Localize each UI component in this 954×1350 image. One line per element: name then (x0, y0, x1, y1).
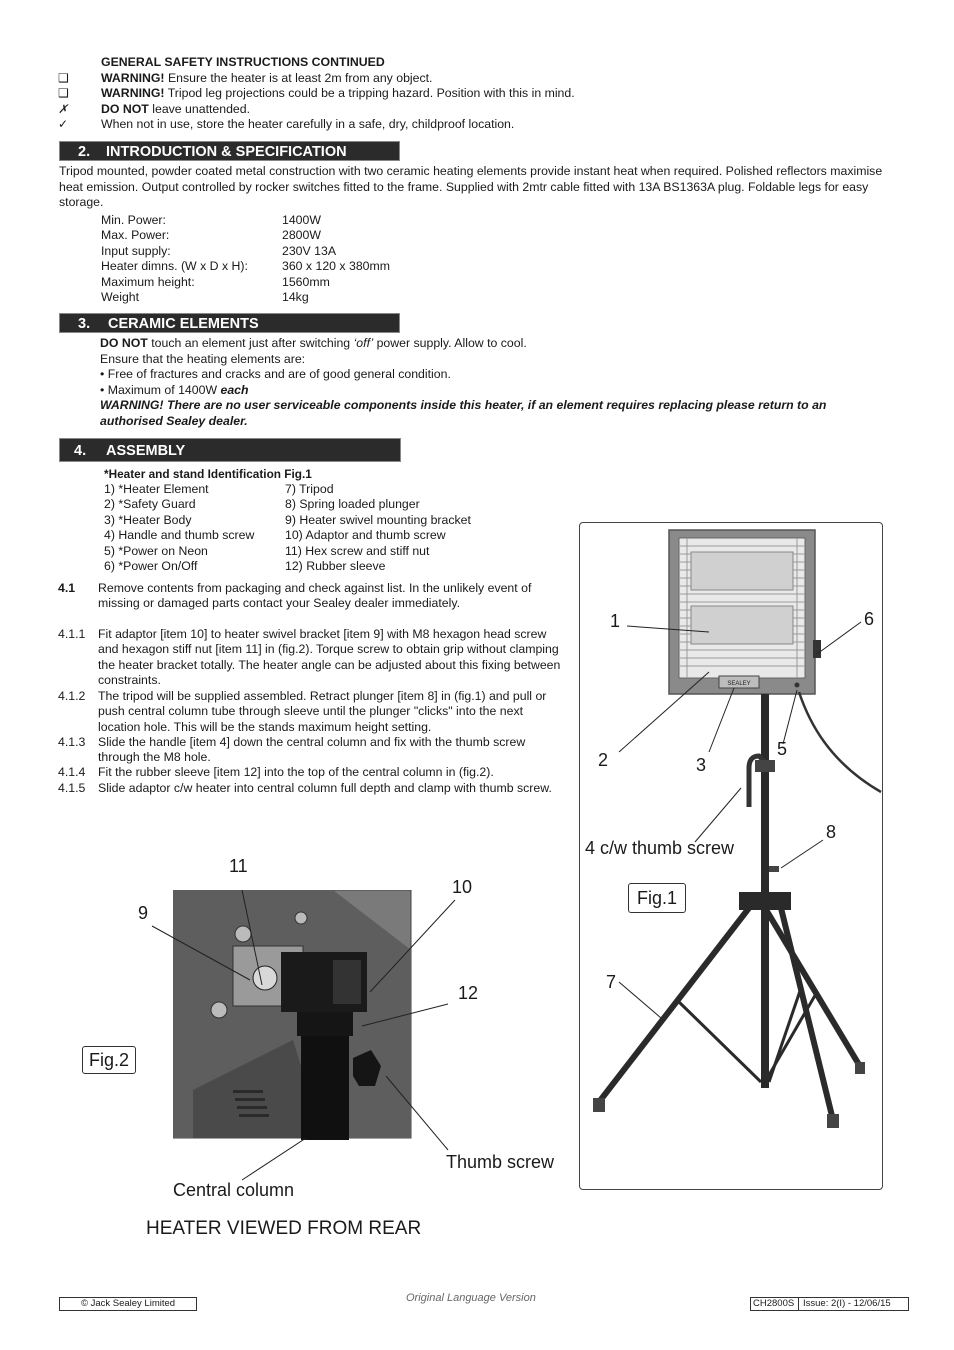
ceramic-line: • Free of fractures and cracks and are of good general condition. (100, 367, 451, 381)
part-item: 7) Tripod (285, 482, 334, 496)
leg-foot (855, 1062, 865, 1074)
brand-text: SEALEY (727, 681, 751, 687)
footer-issue: Issue: 2(I) - 12/06/15 (803, 1298, 891, 1309)
safety-item: When not in use, store the heater carefully in a safe, dry, childproof location. (101, 117, 515, 131)
power-neon (795, 683, 800, 688)
ceramic-line: Ensure that the heating elements are: (100, 352, 306, 366)
checkbox-icon: ❑ (58, 71, 69, 85)
step-number: 4.1.4 (58, 765, 86, 779)
checkbox-icon: ❑ (58, 86, 69, 100)
fig2-callout-central-column: Central column (173, 1180, 295, 1200)
step-text: Slide the handle [item 4] down the central column and fix with the thumb screw through the M8 hole. (98, 735, 526, 765)
part-item: 1) *Heater Element (104, 482, 209, 496)
heater-element-lower (691, 606, 793, 644)
tripod-leg-left (599, 908, 749, 1102)
fig1-label: Fig.1 (628, 883, 686, 913)
step-text: Fit adaptor [item 10] to heater swivel bracket [item 9] with M8 hexagon head screw and hexagon stiff nut [item 11] in (fig.2). Torque screw to obtain grip without clamping the heater bracket totally. The heater angle can be adjusted about this fixing between constraints. (98, 627, 561, 688)
fig1-callout-2: 2 (598, 750, 609, 770)
step-text: Fit the rubber sleeve [item 12] into the top of the central column in (fig.2). (98, 765, 494, 779)
heater-element-upper (691, 552, 793, 590)
footer-model-issue (750, 1297, 909, 1311)
section-heading-ceramic: 3. CERAMIC ELEMENTS (59, 313, 400, 333)
cross-icon: ✗ (58, 102, 69, 116)
fig1-callout-6: 6 (864, 609, 875, 629)
plunger (769, 866, 779, 872)
leg-foot (593, 1098, 605, 1112)
fig2-label: Fig.2 (82, 1046, 136, 1074)
fig1-callout-7: 7 (606, 972, 617, 992)
fig1-callout-8: 8 (826, 822, 837, 842)
part-item: 5) *Power on Neon (104, 544, 208, 558)
step-text: Remove contents from packaging and check against list. In the unlikely event of missing or damaged parts contact your Sealey dealer immediately. (98, 581, 532, 611)
step-text: Slide adaptor c/w heater into central column full depth and clamp with thumb screw. (98, 781, 552, 795)
part-item: 2) *Safety Guard (104, 497, 196, 511)
check-icon: ✓ (58, 117, 69, 131)
leg-brace (679, 1002, 761, 1082)
part-item: 6) *Power On/Off (104, 559, 198, 573)
step-number: 4.1.2 (58, 689, 86, 703)
safety-item: WARNING! Tripod leg projections could be a tripping hazard. Position with this in mind. (101, 86, 575, 100)
intro-paragraph: Tripod mounted, powder coated metal construction with two ceramic heating elements provide instant heat when required. Polished reflectors maximise heat emission. Output controlled by rocker switches fitted to the frame. Supplied with 2mtr cable fitted with 13A BS1363A plug. Foldable legs for easy storage. (59, 164, 883, 209)
fig2-caption: HEATER VIEWED FROM REAR (146, 1218, 422, 1239)
section-heading-introduction: 2. INTRODUCTION & SPECIFICATION (59, 141, 400, 161)
fig2-callout-9: 9 (138, 903, 149, 923)
footer-language: Original Language Version (406, 1292, 536, 1304)
fig1-callout-1: 1 (610, 611, 621, 631)
step-text: The tripod will be supplied assembled. Retract plunger [item 8] in (fig.1) and pull or push central column tube through sleeve until the plunger "clicks" into the next location hole. This will be the stands maximum height setting. (98, 689, 547, 734)
step-number: 4.1.1 (58, 627, 86, 641)
step-number: 4.1.5 (58, 781, 86, 795)
fig2-callout-12: 12 (458, 983, 479, 1003)
footer-model: CH2800S (753, 1298, 795, 1309)
fig2-callout-thumb-screw: Thumb screw (446, 1152, 555, 1172)
fig1-callout-5: 5 (777, 739, 788, 759)
safety-item: DO NOT leave unattended. (101, 102, 251, 116)
section-heading-assembly: 4. ASSEMBLY (59, 438, 401, 462)
column-lower (761, 910, 769, 1088)
handle-clamp (755, 760, 775, 772)
ceramic-line: DO NOT touch an element just after switching ‘off’ power supply. Allow to cool. (100, 336, 527, 350)
fig2-callout-11: 11 (229, 856, 248, 876)
fig2-callout-10: 10 (452, 877, 473, 897)
part-item: 8) Spring loaded plunger (285, 497, 420, 511)
safety-heading: GENERAL SAFETY INSTRUCTIONS CONTINUED (101, 55, 385, 69)
part-item: 3) *Heater Body (104, 513, 192, 527)
fig1-callout-4: 4 c/w thumb screw (585, 838, 735, 858)
ceramic-line: • Maximum of 1400W each (100, 383, 249, 397)
part-item: 9) Heater swivel mounting bracket (285, 513, 471, 527)
part-item: 11) Hex screw and stiff nut (285, 544, 430, 558)
step-number: 4.1 (58, 581, 76, 595)
power-cable (799, 692, 881, 792)
leg-brace (765, 992, 817, 1082)
part-item: 10) Adaptor and thumb screw (285, 528, 446, 542)
part-item: 12) Rubber sleeve (285, 559, 386, 573)
part-item: 4) Handle and thumb screw (104, 528, 255, 542)
step-number: 4.1.3 (58, 735, 86, 749)
ceramic-warning: WARNING! There are no user serviceable components inside this heater, if an element requires replacing please return to an authorised Sealey dealer. (100, 398, 827, 428)
leg-foot (827, 1114, 839, 1128)
ident-heading: *Heater and stand Identification Fig.1 (104, 467, 312, 481)
footer-divider (798, 1298, 799, 1310)
central-column (761, 694, 769, 894)
footer-copyright: © Jack Sealey Limited (59, 1297, 197, 1311)
safety-item: WARNING! Ensure the heater is at least 2m from any object. (101, 71, 433, 85)
fig1-callout-3: 3 (696, 755, 707, 775)
power-switch (813, 640, 821, 658)
